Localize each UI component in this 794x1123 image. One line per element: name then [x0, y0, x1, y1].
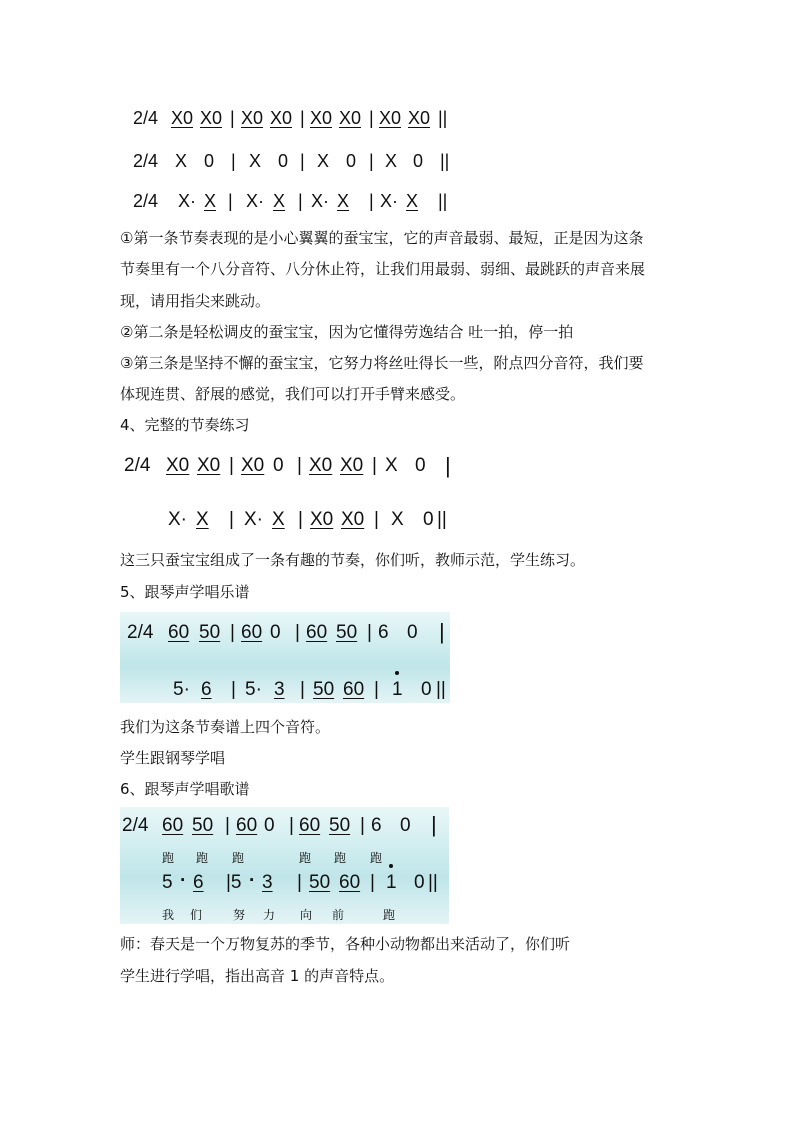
bar-line: | — [369, 151, 374, 171]
time-signature: 2/4 — [133, 108, 159, 128]
score-note: 60 — [299, 815, 321, 836]
score-rest: 0 — [270, 622, 281, 643]
bar-line: | — [229, 455, 234, 476]
rhythm-rest: 0 — [415, 455, 426, 476]
paragraph-line: 体现连贯、舒展的感觉，我们可以打开手臂来感受。 — [120, 385, 466, 403]
rhythm-rest: 0 — [273, 455, 284, 476]
time-signature: 2/4 — [122, 815, 149, 836]
final-bar-line: || — [437, 509, 447, 530]
dotted-note: X· — [246, 191, 264, 211]
section-heading: 6、跟琴声学唱歌谱 — [120, 780, 250, 798]
rhythm-rest: 0 — [346, 151, 357, 171]
time-signature: 2/4 — [127, 622, 154, 643]
rhythm-note: X0 — [309, 455, 333, 476]
bar-line: | — [367, 622, 372, 643]
rhythm-note: X0 — [171, 108, 194, 128]
dotted-note: 5· — [173, 679, 190, 700]
dotted-note: X· — [178, 191, 196, 211]
rhythm-note: X — [196, 509, 209, 530]
score-note: 60 — [306, 622, 328, 643]
bar-line: | — [300, 679, 305, 700]
lyric-char: 我 — [162, 908, 175, 922]
bar-line: | — [230, 622, 235, 643]
rhythm-note: X0 — [408, 108, 431, 128]
rhythm-note: X0 — [197, 455, 221, 476]
lyric-char: 跑 — [383, 908, 396, 922]
rhythm-rest: 0 — [278, 151, 289, 171]
bar-line: | — [372, 455, 377, 476]
score-note: 50 — [192, 815, 214, 836]
bar-line: | — [229, 509, 234, 530]
rhythm-note: X — [337, 191, 350, 211]
rhythm-note: X0 — [166, 455, 190, 476]
bar-line: | — [295, 622, 300, 643]
score-note: 60 — [241, 622, 263, 643]
bar-line: | — [369, 108, 374, 128]
paragraph-line: 这三只蚕宝宝组成了一条有趣的节奏，你们听，教师示范，学生练习。 — [120, 551, 586, 569]
section-heading: 5、跟琴声学唱乐谱 — [120, 583, 250, 601]
score-rest: 0 — [400, 815, 411, 836]
rhythm-note: X — [249, 151, 262, 171]
time-signature: 2/4 — [133, 151, 159, 171]
rhythm-note: X0 — [241, 455, 265, 476]
rhythm-note: X0 — [341, 509, 365, 530]
rhythm-note: X — [272, 509, 285, 530]
paragraph-line: 我们为这条节奏谱上四个音符。 — [120, 718, 331, 736]
lyric-char: 们 — [190, 908, 203, 922]
score-note: 50 — [199, 622, 221, 643]
high-note: 1 — [386, 872, 397, 893]
final-bar-line: || — [438, 191, 448, 211]
dotted-note: X· — [311, 191, 329, 211]
score-rest: 0 — [264, 815, 275, 836]
score-note: 60 — [343, 679, 365, 700]
bar-line: | — [298, 191, 303, 211]
lyric-char: 力 — [263, 908, 276, 922]
dotted-note: X· — [168, 509, 187, 530]
dotted-note: 5· — [245, 679, 262, 700]
score-note: 60 — [168, 622, 190, 643]
paragraph-line: ③第三条是坚持不懈的蚕宝宝，它努力将丝吐得长一些，附点四分音符，我们要 — [120, 354, 644, 372]
rhythm-note: X — [273, 191, 286, 211]
score-note: 50 — [336, 622, 358, 643]
bar-line: | — [300, 108, 305, 128]
paragraph-line: ②第二条是轻松调皮的蚕宝宝，因为它懂得劳逸结合 吐一拍，停一拍 — [120, 323, 574, 341]
bar-line: | — [439, 619, 445, 644]
rhythm-note: X — [406, 191, 419, 211]
bar-line: | — [228, 191, 233, 211]
rhythm-note: X0 — [339, 108, 362, 128]
final-bar-line: || — [440, 151, 450, 171]
paragraph-line: 师：春天是一个万物复苏的季节，各种小动物都出来活动了，你们听 — [120, 935, 571, 953]
time-signature: 2/4 — [133, 191, 159, 211]
bar-line: | — [300, 151, 305, 171]
score-note: 60 — [339, 872, 361, 893]
bar-line: | — [225, 815, 230, 836]
rhythm-note: X0 — [310, 509, 334, 530]
high-octave-dot — [395, 671, 399, 675]
rhythm-note: X0 — [379, 108, 402, 128]
bar-line: | — [289, 815, 294, 836]
rhythm-note: X — [385, 151, 398, 171]
bar-line: | — [369, 191, 374, 211]
score-note: 60 — [236, 815, 258, 836]
section-heading: 4、完整的节奏练习 — [120, 416, 250, 434]
bar-line: | — [431, 812, 437, 837]
score-note: 6 — [201, 679, 212, 700]
score-note: 50 — [329, 815, 351, 836]
rhythm-note: X0 — [241, 108, 264, 128]
lyric-char: 前 — [332, 908, 345, 922]
score-rest: 0 — [414, 872, 425, 893]
bar-line: | — [297, 455, 302, 476]
lyric-char: 跑 — [299, 851, 312, 865]
score-note: 5 — [162, 872, 173, 893]
score-rest: 0 — [407, 622, 418, 643]
dot-mark: · — [180, 870, 187, 891]
bar-line: |5 — [226, 872, 242, 893]
dotted-note: X· — [244, 509, 263, 530]
bar-line: | — [370, 872, 375, 893]
paragraph-line: 学生跟钢琴学唱 — [120, 749, 226, 767]
score-note: 50 — [313, 679, 335, 700]
bar-line: | — [374, 509, 379, 530]
time-signature: 2/4 — [124, 455, 151, 476]
lyric-char: 跑 — [370, 851, 383, 865]
bar-line: | — [445, 453, 451, 478]
rhythm-note: X0 — [340, 455, 364, 476]
score-note: 6 — [193, 872, 204, 893]
high-note: 1 — [392, 679, 403, 700]
rhythm-note: X — [175, 151, 188, 171]
rhythm-note: X0 — [310, 108, 333, 128]
bar-line: | — [298, 509, 303, 530]
final-bar-line: || — [428, 872, 438, 893]
final-bar-line: || — [436, 679, 446, 700]
bar-line: | — [231, 679, 236, 700]
score-note: 6 — [371, 815, 382, 836]
rhythm-note: X0 — [200, 108, 223, 128]
paragraph-line: 现，请用指尖来跳动。 — [120, 292, 271, 310]
bar-line: | — [297, 872, 302, 893]
rhythm-rest: 0 — [204, 151, 215, 171]
score-rest: 0 — [421, 679, 432, 700]
lyric-char: 努 — [233, 908, 246, 922]
bar-line: | — [230, 108, 235, 128]
dotted-note: X· — [380, 191, 398, 211]
lyric-char: 向 — [300, 908, 313, 922]
paragraph-line: 学生进行学唱，指出高音 1 的声音特点。 — [120, 967, 395, 985]
bar-line: | — [360, 815, 365, 836]
paragraph-line: ①第一条节奏表现的是小心翼翼的蚕宝宝，它的声音最弱、最短，正是因为这条 — [120, 229, 644, 247]
rhythm-note: X0 — [270, 108, 293, 128]
lyric-char: 跑 — [334, 851, 347, 865]
score-note: 50 — [309, 872, 331, 893]
rhythm-note: X — [391, 509, 404, 530]
bar-line: | — [374, 679, 379, 700]
score-note: 3 — [262, 872, 273, 893]
bar-line: | — [231, 151, 236, 171]
lyric-char: 跑 — [162, 851, 175, 865]
dot-mark: · — [249, 870, 256, 891]
rhythm-rest: 0 — [423, 509, 434, 530]
score-note: 6 — [378, 622, 389, 643]
score-note: 60 — [162, 815, 184, 836]
rhythm-note: X — [385, 455, 398, 476]
rhythm-note: X — [317, 151, 330, 171]
final-bar-line: || — [438, 108, 448, 128]
paragraph-line: 节奏里有一个八分音符、八分休止符，让我们用最弱、弱细、最跳跃的声音来展 — [120, 260, 646, 278]
score-note: 3 — [274, 679, 285, 700]
high-octave-dot — [389, 864, 393, 868]
lyric-char: 跑 — [232, 851, 245, 865]
lyric-char: 跑 — [196, 851, 209, 865]
rhythm-rest: 0 — [413, 151, 424, 171]
rhythm-note: X — [204, 191, 217, 211]
